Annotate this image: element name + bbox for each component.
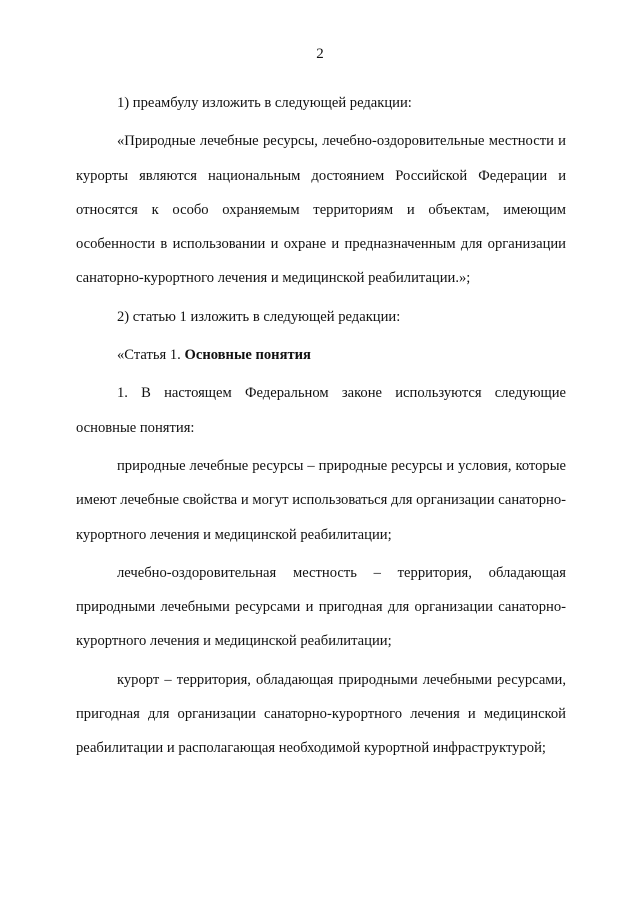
paragraph-article-instruction: 2) статью 1 изложить в следующей редакции: xyxy=(117,308,401,325)
paragraph-clause-1: 1. В настоящем Федеральном законе используются следующие основные понятия: xyxy=(76,385,566,436)
article-heading-prefix: «Статья 1. xyxy=(117,347,185,364)
article-heading-title: Основные понятия xyxy=(184,347,311,364)
document-body xyxy=(76,86,566,770)
page-number: 2 xyxy=(316,46,324,62)
paragraph-preamble-instruction: 1) преамбулу изложить в следующей редакции: xyxy=(117,95,412,111)
definition-healing-locality: лечебно-оздоровительная местность – территория, обладающая природными лечебными ресурсами и пригодная для организации санаторно-курортного лечения и медицинской реабилитации; xyxy=(76,564,566,650)
definition-resort: курорт – территория, обладающая природными лечебными ресурсами, пригодная для организации санаторно-курортного лечения и медицинской реабилитации и располагающая необходимой курортной инфраструктурой; xyxy=(76,671,566,757)
paragraph-preamble-text: «Природные лечебные ресурсы, лечебно-оздоровительные местности и курорты являются национальным достоянием Российской Федерации и относятся к особо охраняемым территориям и объектам, имеющим особенности в использовании и охране и предназначенным для организации санаторно-курортного лечения и медицинской реабилитации.»; xyxy=(76,133,566,287)
definition-natural-healing-resources: природные лечебные ресурсы – природные ресурсы и условия, которые имеют лечебные свойства и могут использоваться для организации санаторно-курортного лечения и медицинской реабилитации; xyxy=(76,457,566,543)
article-heading xyxy=(76,338,566,372)
